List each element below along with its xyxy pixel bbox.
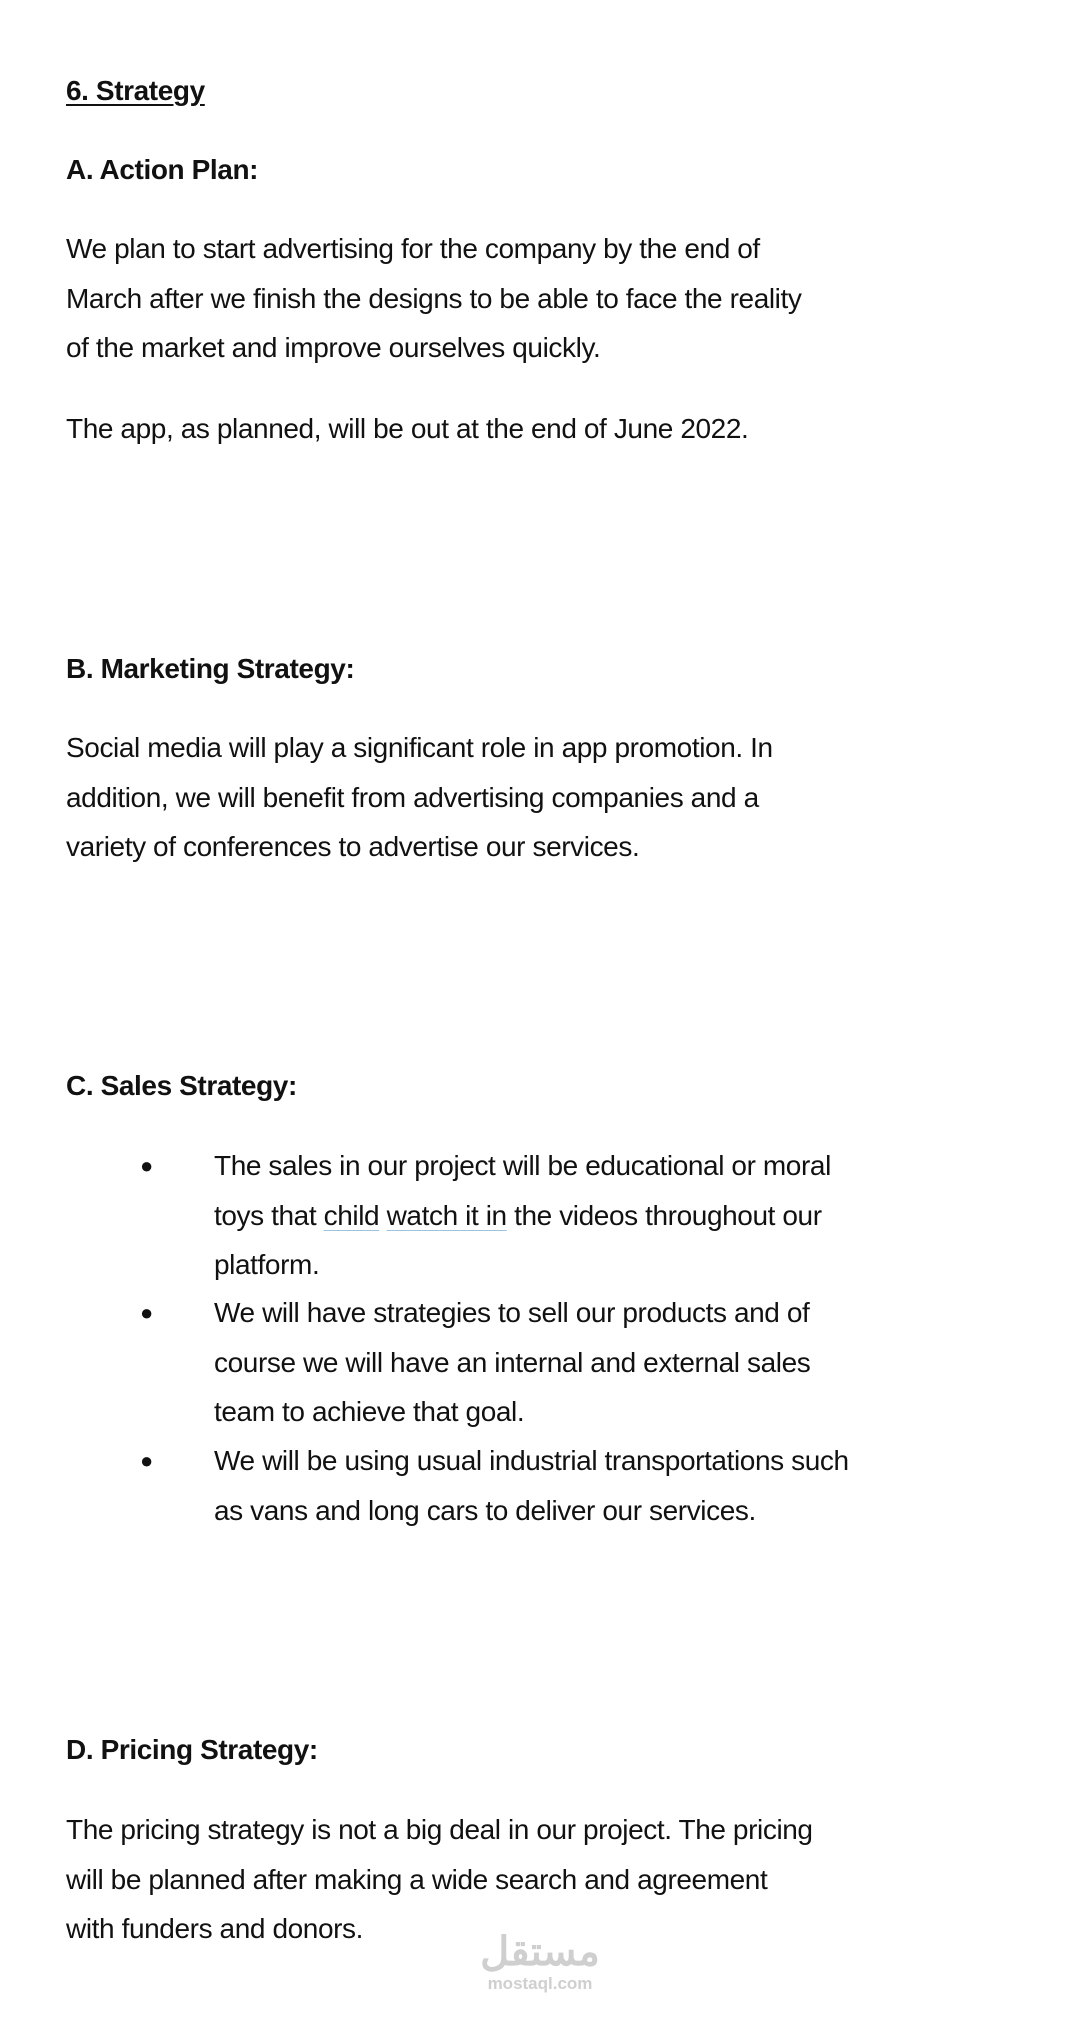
spellcheck-underline: child [323, 1199, 380, 1231]
text-span: the videos throughout our [506, 1199, 822, 1231]
spellcheck-underline: watch it in [386, 1199, 507, 1231]
text-line: will be planned after making a wide search and agreement [66, 1863, 768, 1895]
text-line: We will be using usual industrial transportations such [214, 1445, 849, 1476]
section-title: 6. Strategy [66, 75, 205, 106]
pricing-paragraph [66, 1805, 813, 1954]
text-line: March after we finish the designs to be able to face the reality [66, 282, 802, 314]
text-line [214, 1191, 831, 1241]
text-line: addition, we will benefit from advertising companies and a [66, 781, 759, 813]
heading-action-plan: A. Action Plan: [66, 154, 259, 185]
mostaql-watermark [470, 1930, 610, 1994]
heading-sales-strategy: C. Sales Strategy: [66, 1070, 297, 1101]
watermark-arabic: مستقل [480, 1930, 600, 1974]
text-line: of the market and improve ourselves quickly. [66, 332, 601, 363]
action-plan-paragraph [66, 224, 802, 373]
marketing-paragraph [66, 723, 773, 872]
heading-marketing-strategy: B. Marketing Strategy: [66, 653, 355, 684]
heading-pricing-strategy: D. Pricing Strategy: [66, 1734, 318, 1765]
watermark-latin: mostaql.com [487, 1974, 593, 1993]
text-line: as vans and long cars to deliver our services. [214, 1494, 756, 1526]
text-line: platform. [214, 1249, 320, 1280]
text-line: The sales in our project will be educational or moral [214, 1150, 831, 1181]
app-launch-text: The app, as planned, will be out at the end of June 2022. [66, 413, 749, 444]
bullet-icon: ● [140, 1300, 153, 1325]
text-line: The pricing strategy is not a big deal in our project. The pricing [66, 1814, 813, 1845]
text-span: toys that [214, 1199, 324, 1231]
text-line: course we will have an internal and external sales [214, 1346, 811, 1378]
bullet-icon: ● [140, 1448, 153, 1473]
text-span [379, 1200, 386, 1231]
text-line: variety of conferences to advertise our services. [66, 831, 640, 862]
text-line: Social media will play a significant role in app promotion. In [66, 732, 773, 763]
text-line: with funders and donors. [66, 1913, 364, 1944]
text-line: We will have strategies to sell our products and of [214, 1297, 810, 1328]
text-line: We plan to start advertising for the company by the end of [66, 233, 760, 264]
bullet-icon: ● [140, 1153, 153, 1178]
text-line: team to achieve that goal. [214, 1396, 525, 1427]
